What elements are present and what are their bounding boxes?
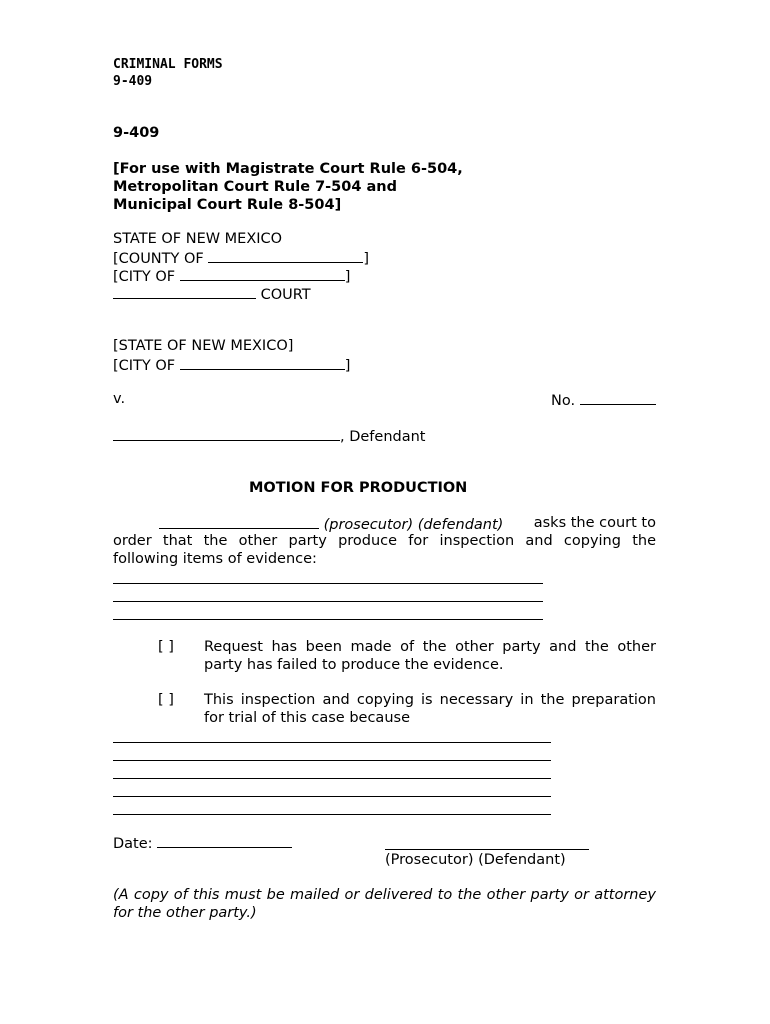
party-city-bracket: ]	[344, 358, 351, 374]
usage-note-line-3: Municipal Court Rule 8-504]	[113, 197, 342, 213]
party-city-label: [CITY OF	[113, 358, 176, 374]
form-series-number: 9-409	[113, 74, 153, 89]
checkbox-request-made-text: Request has been made of the other party and the other party has failed to produce the evidence.	[204, 639, 656, 673]
party-state: [STATE OF NEW MEXICO]	[113, 338, 294, 354]
reason-line-2[interactable]	[113, 760, 551, 761]
evidence-line-1[interactable]	[113, 583, 543, 584]
defendant-label: , Defendant	[340, 429, 426, 445]
form-series-header: CRIMINAL FORMS	[113, 57, 223, 72]
party-city-blank[interactable]	[180, 355, 345, 370]
county-bracket: ]	[363, 251, 370, 267]
intro-text: asks the court to	[533, 515, 656, 531]
city-blank[interactable]	[180, 266, 345, 281]
reason-line-4[interactable]	[113, 796, 551, 797]
role-options: (prosecutor) (defendant)	[323, 517, 504, 533]
reason-line-5[interactable]	[113, 814, 551, 815]
versus: v.	[113, 391, 126, 407]
court-blank[interactable]	[113, 284, 256, 299]
county-label: [COUNTY OF	[113, 251, 204, 267]
caption-county	[113, 248, 369, 268]
case-number-label: No.	[551, 393, 576, 409]
court-label: COURT	[260, 287, 311, 303]
county-blank[interactable]	[208, 248, 363, 263]
caption-state: STATE OF NEW MEXICO	[113, 231, 283, 247]
form-number: 9-409	[113, 125, 160, 141]
defendant-name-blank[interactable]	[113, 426, 340, 441]
service-note: (A copy of this must be mailed or delivered to the other party or attorney for the other party.)	[113, 887, 656, 921]
reason-line-3[interactable]	[113, 778, 551, 779]
date-blank[interactable]	[157, 833, 292, 848]
city-label: [CITY OF	[113, 269, 176, 285]
defendant-line	[113, 426, 426, 446]
checkbox-request-made[interactable]: [ ]	[158, 639, 174, 655]
usage-note-line-1: [For use with Magistrate Court Rule 6-504,	[113, 161, 463, 177]
case-number	[551, 390, 656, 410]
caption-court	[113, 284, 311, 304]
checkbox-necessary[interactable]: [ ]	[158, 692, 174, 708]
date-field	[113, 833, 292, 853]
party-city	[113, 355, 350, 375]
date-label: Date:	[113, 836, 153, 852]
caption-city	[113, 266, 350, 286]
reason-line-1[interactable]	[113, 742, 551, 743]
city-bracket: ]	[344, 269, 351, 285]
usage-note-line-2: Metropolitan Court Rule 7-504 and	[113, 179, 397, 195]
intro-first-line	[159, 514, 656, 534]
document-title: MOTION FOR PRODUCTION	[249, 480, 468, 496]
checkbox-necessary-text: This inspection and copying is necessary in the preparation for trial of this case because	[204, 692, 656, 726]
evidence-line-2[interactable]	[113, 601, 543, 602]
intro-continued: order that the other party produce for inspection and copying the following items of evidence:	[113, 533, 656, 567]
movant-name-blank[interactable]	[159, 514, 319, 529]
evidence-line-3[interactable]	[113, 619, 543, 620]
signature-line[interactable]	[385, 849, 589, 850]
case-number-blank[interactable]	[580, 390, 656, 405]
signer-roles: (Prosecutor) (Defendant)	[385, 852, 566, 868]
